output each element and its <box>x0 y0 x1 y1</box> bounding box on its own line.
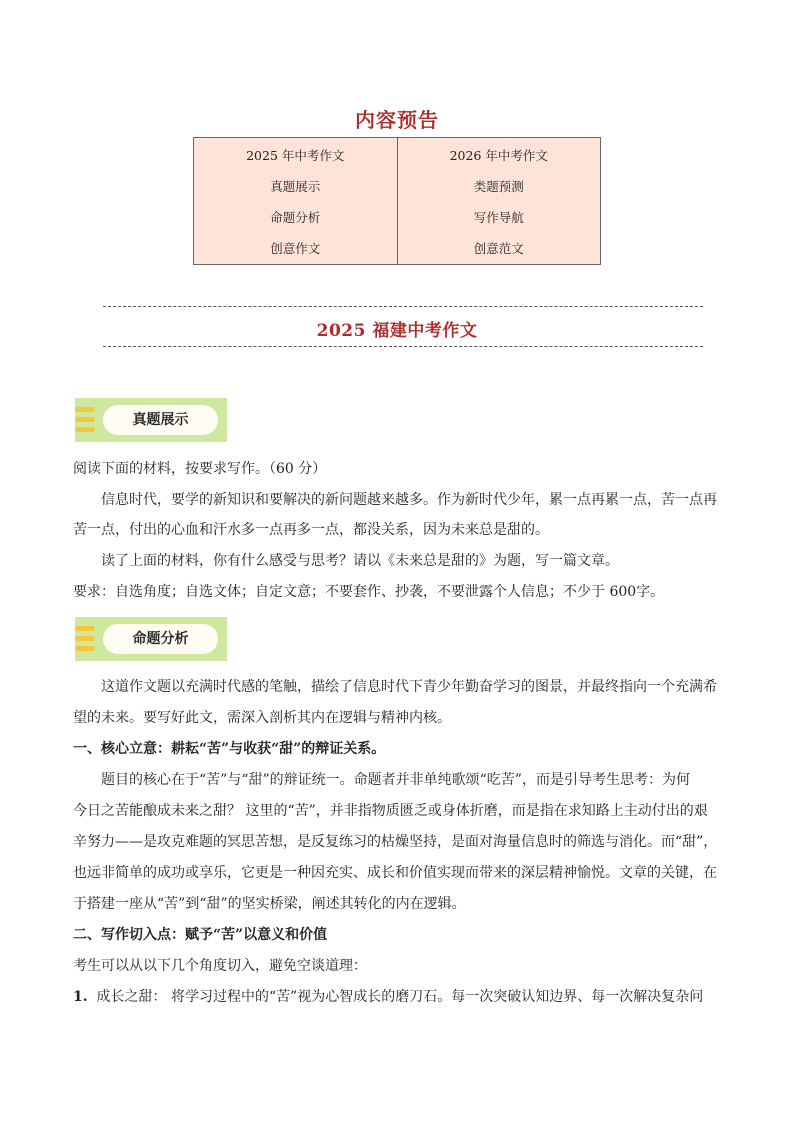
preview-cell: 写作导航 <box>473 210 524 225</box>
exam-prompt: 读了上面的材料，你有什么感受与思考？请以《未来总是甜的》为题，写一篇文章。 <box>101 553 619 569</box>
tag-bar <box>75 636 95 641</box>
preview-cell: 2025 年中考作文 <box>246 148 345 163</box>
exam-display-tag <box>75 398 227 442</box>
point2-intro: 考生可以从以下几个角度切入，避免空谈道理： <box>73 958 367 974</box>
preview-cell: 创意范文 <box>473 241 524 256</box>
tag-label: 真题展示 <box>103 405 218 435</box>
tag-bar <box>75 407 95 412</box>
tag-bar <box>75 417 95 422</box>
material-line: 信息时代，要学的新知识和要解决的新问题越来越多。作为新时代少年，累一点再累一点，苦一点再 <box>101 492 717 508</box>
preview-cell: 真题展示 <box>270 179 321 194</box>
analysis-tag <box>75 617 227 661</box>
tag-bar <box>75 427 95 432</box>
material-line: 苦一点，付出的心血和汗水多一点再多一点，都没关系，因为未来总是甜的。 <box>73 522 549 538</box>
point1-line: 也远非简单的成功或享乐，它更是一种因充实、成长和价值实现而带来的深层精神愉悦。文章的关键，在 <box>73 865 717 881</box>
point1-line: 题目的核心在于“苦”与“甜”的辩证统一。命题者并非单纯歌颂“吃苦”，而是引导考生思考：为何 <box>101 772 690 788</box>
tag-bar <box>75 646 95 651</box>
point1-line: 今日之苦能酿成未来之甜？ 这里的“苦”，并非指物质匮乏或身体折磨，而是指在求知路上主动付出的艰 <box>73 803 708 819</box>
list-item <box>73 982 723 1013</box>
preview-column-2026 <box>397 138 601 265</box>
page-title: 内容预告 <box>355 108 439 132</box>
divider-bottom <box>103 346 703 347</box>
list-item-number: 1. <box>73 989 88 1005</box>
preview-cell: 2026 年中考作文 <box>449 148 548 163</box>
analysis-intro-line: 这道作文题以充满时代感的笔触，描绘了信息时代下青少年勤奋学习的图景，并最终指向一个充满希 <box>101 679 717 695</box>
list-item-text: 成长之甜： 将学习过程中的“苦”视为心智成长的磨刀石。每一次突破认知边界、每一次解决复杂问 <box>96 989 704 1005</box>
content-preview-table <box>193 137 601 265</box>
exam-requirement: 要求：自选角度；自选文体；自定文意；不要套作、抄袭，不要泄露个人信息；不少于 600字。 <box>73 584 665 600</box>
analysis-intro-line: 望的未来。要写好此文，需深入剖析其内在逻辑与精神内核。 <box>73 710 451 726</box>
preview-cell: 类题预测 <box>473 179 524 194</box>
tag-label: 命题分析 <box>103 624 218 654</box>
point1-line: 辛努力——是攻克难题的冥思苦想，是反复练习的枯燥坚持，是面对海量信息时的筛选与消化。而“甜”， <box>73 834 718 850</box>
point1-heading: 一、核心立意：耕耘“苦”与收获“甜”的辩证关系。 <box>73 741 386 757</box>
divider-top <box>103 306 703 307</box>
preview-cell: 创意作文 <box>270 241 321 256</box>
preview-column-2025 <box>194 138 398 265</box>
exam-instruction: 阅读下面的材料，按要求写作。（60 分） <box>73 461 327 477</box>
section-title: 2025 福建中考作文 <box>316 321 478 341</box>
point2-heading: 二、写作切入点：赋予“苦”以意义和价值 <box>73 927 328 943</box>
preview-cell: 命题分析 <box>270 210 321 225</box>
tag-bar <box>75 626 95 631</box>
point1-line: 于搭建一座从“苦”到“甜”的坚实桥梁，阐述其转化的内在逻辑。 <box>73 896 466 912</box>
